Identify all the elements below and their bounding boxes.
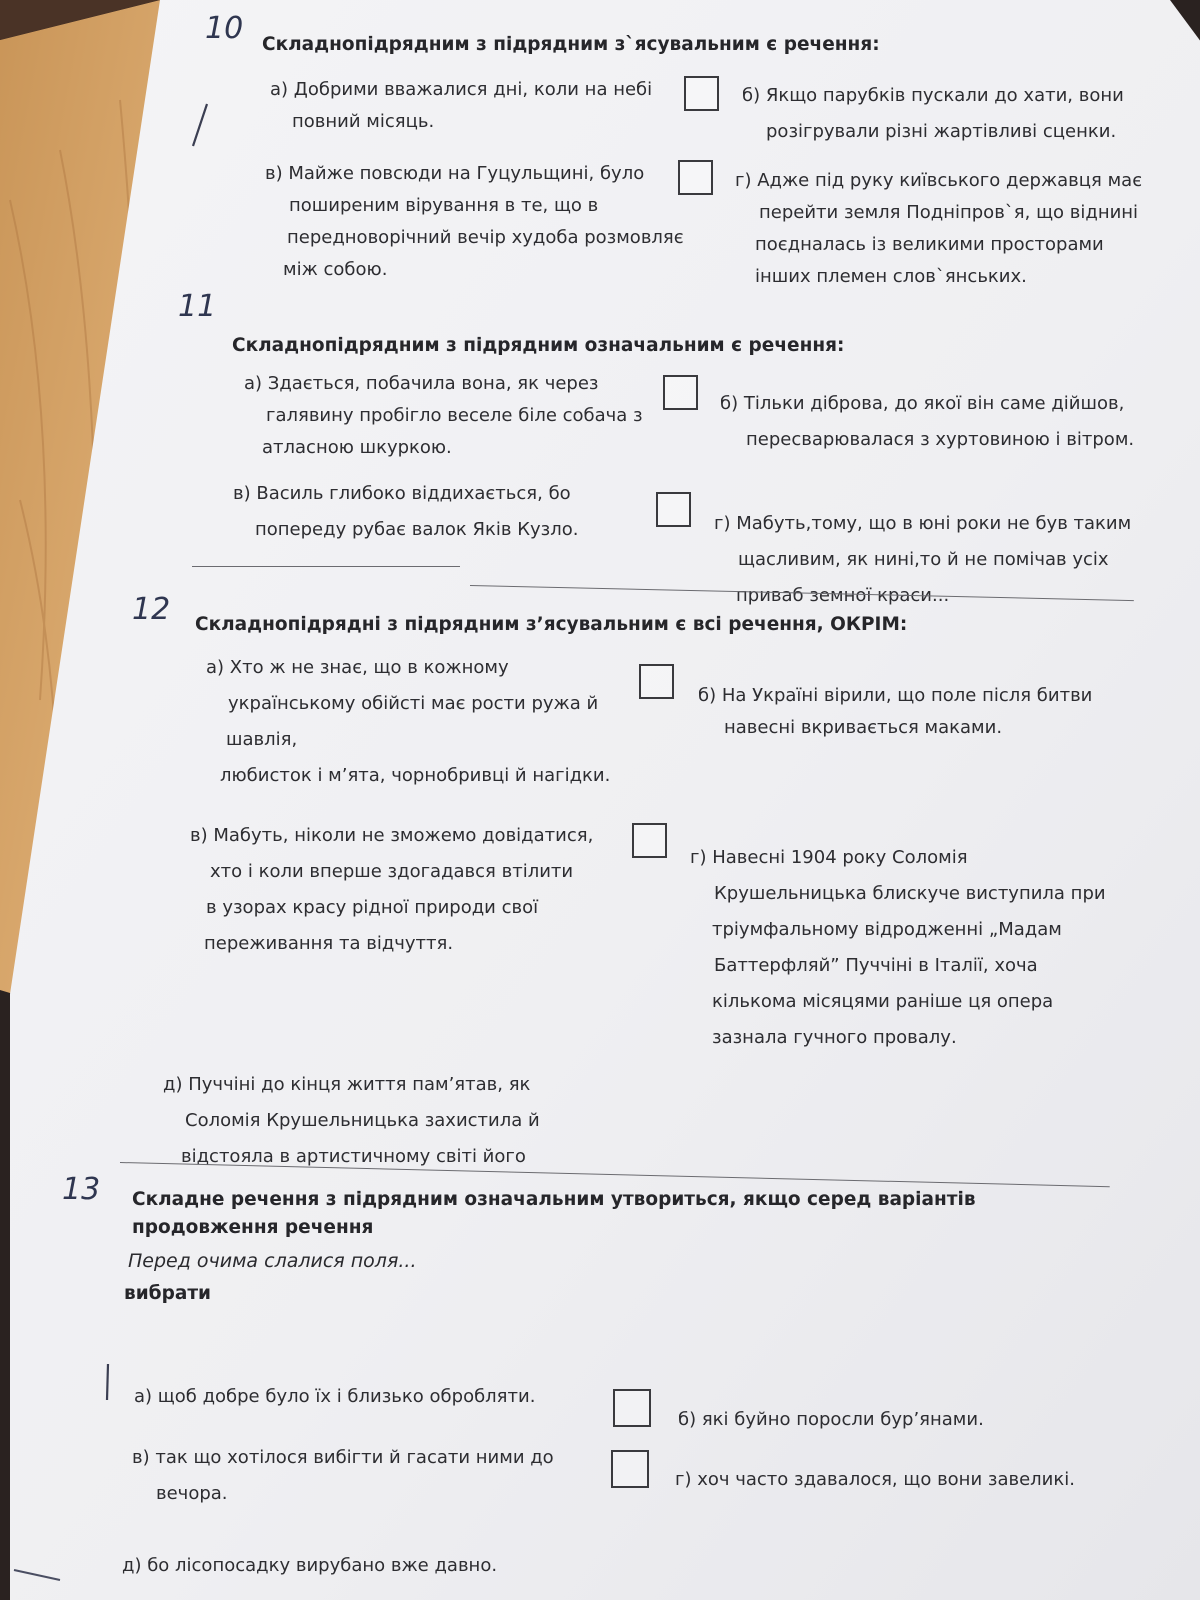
question-13-instruction: вибрати [124, 1283, 211, 1304]
option-line: г) Адже під руку київського державця має [735, 170, 1143, 191]
option-line: передноворічний вечір худоба розмовляє [287, 227, 684, 248]
option-line: а) щоб добре було їх і близько обробляти. [134, 1386, 536, 1407]
option-line: в) Мабуть, ніколи не зможемо довідатися, [190, 825, 594, 846]
question-10-option-b [742, 78, 1124, 150]
option-line: а) Хто ж не знає, що в кожному [206, 657, 509, 678]
answer-checkbox-10-a[interactable] [684, 76, 719, 111]
option-line: кількома місяцями раніше ця опера [712, 991, 1054, 1012]
option-line: Баттерфляй” Пуччіні в Італії, хоча [714, 955, 1038, 976]
option-line: а) Добрими вважалися дні, коли на небі [270, 79, 653, 100]
option-line: Соломія Крушельницька захистила й [185, 1110, 540, 1131]
option-line: г) хоч часто здавалося, що вони завеликі. [675, 1469, 1075, 1490]
answer-checkbox-12-v[interactable] [632, 823, 667, 858]
option-line: в) так що хотілося вибігти й гасати ними до [132, 1447, 554, 1468]
answer-checkbox-11-v[interactable] [656, 492, 691, 527]
option-line: г) Навесні 1904 року Соломія [690, 847, 968, 868]
pen-mark [100, 1360, 116, 1404]
option-line: б) Якщо парубків пускали до хати, вони [742, 85, 1124, 106]
option-line: б) які буйно поросли бур’янами. [678, 1409, 984, 1430]
option-line: між собою. [283, 259, 388, 280]
question-13-option-d [122, 1548, 497, 1584]
option-line: в) Майже повсюди на Гуцульщині, було [265, 163, 645, 184]
question-13-option-b [678, 1402, 984, 1438]
question-11-option-a [244, 368, 643, 464]
option-line: щасливим, як нині,то й не помічав усіх [738, 549, 1109, 570]
option-line: вечора. [156, 1483, 228, 1504]
option-line: зазнала гучного провалу. [712, 1027, 957, 1048]
option-line: переживання та відчуття. [204, 933, 454, 954]
question-13-option-g [675, 1462, 1075, 1498]
question-10-heading: Складнопідрядним з підрядним з`ясувальним є речення: [262, 34, 880, 55]
option-line: г) Мабуть,тому, що в юні роки не був таким [714, 513, 1132, 534]
option-line: галявину пробігло веселе біле собача з [266, 405, 643, 426]
answer-checkbox-10-v[interactable] [678, 160, 713, 195]
option-line: в) Василь глибоко віддихається, бо [233, 483, 571, 504]
question-12-option-a [206, 650, 610, 794]
option-line: Крушельницька блискуче виступила при [714, 883, 1106, 904]
question-12-option-b [698, 680, 1092, 744]
option-line: атласною шкуркою. [262, 437, 452, 458]
option-line: приваб земної краси... [736, 585, 950, 606]
question-10-option-g [735, 165, 1142, 293]
question-13-option-v [132, 1440, 554, 1512]
option-line: тріумфальному відродженні „Мадам [712, 919, 1062, 940]
option-line: навесні вкривається маками. [724, 717, 1003, 738]
option-line: розігрували різні жартівливі сценки. [766, 121, 1117, 142]
question-12-heading: Складнопідрядні з підрядним з’ясувальним є всі речення, ОКРІМ: [195, 614, 908, 635]
option-line: перейти земля Подніпров`я, що віднині [759, 202, 1139, 223]
question-10-option-a [270, 74, 652, 138]
answer-checkbox-13-a[interactable] [613, 1389, 651, 1427]
option-line: а) Здається, побачила вона, як через [244, 373, 599, 394]
option-line: поширеним вірування в те, що в [289, 195, 599, 216]
option-line: шавлія, [226, 729, 298, 750]
option-line: пересварювалася з хуртовиною і вітром. [746, 429, 1135, 450]
option-line: д) бо лісопосадку вирубано вже давно. [122, 1555, 498, 1576]
answer-checkbox-11-a[interactable] [663, 375, 698, 410]
option-line: попереду рубає валок Яків Кузло. [255, 519, 579, 540]
question-11-heading: Складнопідрядним з підрядним означальним є речення: [232, 335, 845, 356]
question-11-number: 11 [178, 289, 217, 324]
question-12-number: 12 [132, 592, 171, 627]
option-line: в узорах красу рідної природи свої [206, 897, 539, 918]
question-13-option-a [134, 1379, 535, 1415]
heading-line: Складне речення з підрядним означальним утвориться, якщо серед варіантів [132, 1189, 976, 1210]
question-12-option-d [163, 1067, 540, 1175]
question-11-option-b [720, 386, 1134, 458]
option-line: відстояла в артистичному світі його [181, 1146, 526, 1167]
option-line: хто і коли вперше здогадався втілити [210, 861, 574, 882]
question-12-option-v [190, 818, 593, 962]
option-line: поєдналась із великими просторами [755, 234, 1104, 255]
option-line: д) Пуччіні до кінця життя пам’ятав, як [163, 1074, 531, 1095]
separator-line [192, 566, 460, 567]
question-13-number: 13 [62, 1172, 101, 1207]
question-13-heading [132, 1186, 976, 1242]
pen-mark [8, 1560, 68, 1590]
heading-line: продовження речення [132, 1217, 374, 1238]
answer-checkbox-13-v[interactable] [611, 1450, 649, 1488]
question-11-option-v [233, 476, 578, 548]
option-line: українському обійсті має рости ружа й [228, 693, 599, 714]
answer-checkbox-12-a[interactable] [639, 664, 674, 699]
question-10-number: 10 [205, 11, 244, 46]
pen-mark [185, 100, 215, 150]
question-13-stem: Перед очима слалися поля... [128, 1250, 417, 1272]
question-10-option-v [265, 158, 684, 286]
option-line: любисток і м’ята, чорнобривці й нагідки. [220, 765, 611, 786]
option-line: б) Тільки діброва, до якої він саме дійшов, [720, 393, 1125, 414]
option-line: повний місяць. [292, 111, 435, 132]
option-line: інших племен слов`янських. [755, 266, 1027, 287]
option-line: б) На Україні вірили, що поле після битви [698, 685, 1093, 706]
question-12-option-g [690, 840, 1106, 1056]
